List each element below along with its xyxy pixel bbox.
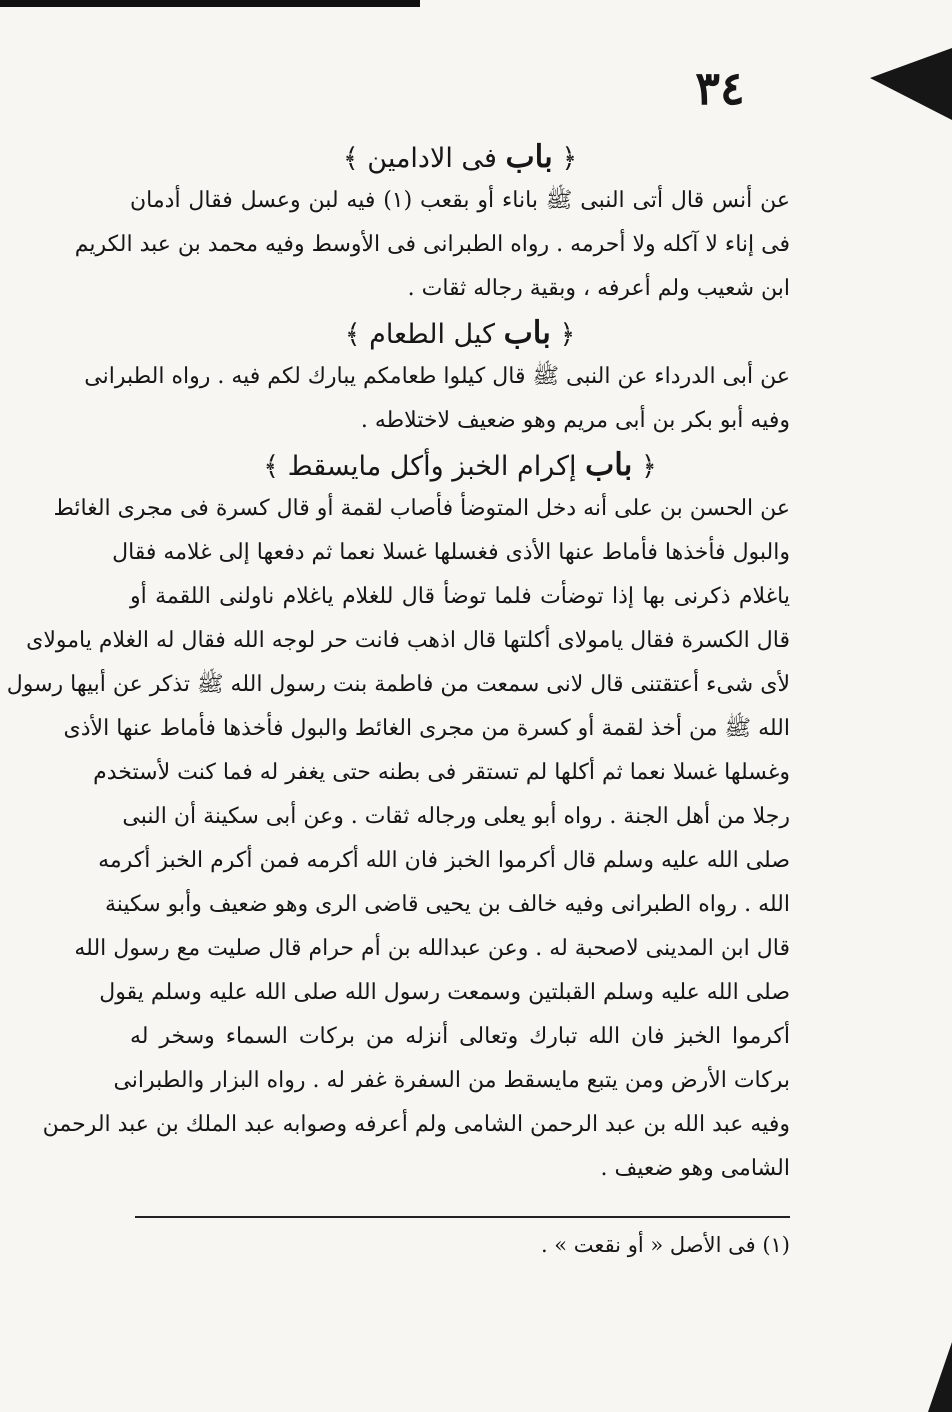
text-line: أكرموا الخبز فان الله تبارك وتعالى أنزله من بركات السماء وسخر له [130,1024,790,1049]
text-line: قال ابن المدينى لاصحبة له . وعن عبدالله بن أم حرام قال صليت مع رسول الله [74,936,790,961]
text-line: والبول فأخذها فأماط عنها الأذى فغسلها غسلا نعما ثم دفعها إلى غلامه فقال [112,540,790,565]
page-body [6,135,790,1191]
heading-open-bracket: ﴿ [561,143,578,174]
heading-close-bracket: ﴾ [263,451,280,482]
text-line: الله ﷺ من أخذ لقمة أو كسرة من مجرى الغائط والبول فأخذها فأماط عنها الأذى [63,716,790,741]
heading-close-bracket: ﴾ [344,319,361,350]
text-line: الله . رواه الطبرانى وفيه خالف بن يحيى قاضى الرى وهو ضعيف وأبو سكينة [104,892,790,917]
text-line: لأى شىء أعتقتنى قال لانى سمعت من فاطمة بنت رسول الله ﷺ تذكر عن أبيها رسول [6,672,790,697]
text-line: عن أبى الدرداء عن النبى ﷺ قال كيلوا طعامكم يبارك لكم فيه . رواه الطبرانى [84,364,790,389]
heading-open-bracket: ﴿ [559,319,576,350]
text-line: ياغلام ذكرنى بها إذا توضأت فلما توضأ قال للغلام ياغلام ناولنى اللقمة أو [130,584,790,609]
text-line: الشامى وهو ضعيف . [600,1156,790,1181]
page-corner-mark [870,48,952,120]
footnote-divider [135,1216,790,1218]
heading-title: إكرام الخبز وأكل مايسقط [287,451,577,482]
text-line: فى إناء لا آكله ولا أحرمه . رواه الطبرانى فى الأوسط وفيه محمد بن عبد الكريم [74,232,790,257]
text-line: صلى الله عليه وسلم القبلتين وسمعت رسول الله صلى الله عليه وسلم يقول [99,980,790,1005]
chapter-heading [130,135,790,179]
text-line: عن الحسن بن على أنه دخل المتوضأ فأصاب لقمة أو قال كسرة فى مجرى الغائط [53,496,790,521]
chapter-heading [130,311,790,355]
text-line: ابن شعيب ولم أعرفه ، وبقية رجاله ثقات . [407,276,790,301]
heading-close-bracket: ﴾ [342,143,359,174]
heading-word: باب [585,447,633,483]
heading-title: فى الادامين [367,143,497,174]
text-line: قال الكسرة فقال يامولاى أكلتها قال اذهب فانت حر لوجه الله فقال له الغلام يامولاى [26,628,790,653]
footnote: (١) فى الأصل « أو نقعت » . [540,1233,790,1257]
page-corner-mark-bottom [928,1342,952,1412]
page-number: ٣٤ [695,61,745,115]
text-line: عن أنس قال أتى النبى ﷺ باناء أو بقعب (١) فيه لبن وعسل فقال أدمان [130,188,790,213]
text-line: رجلا من أهل الجنة . رواه أبو يعلى ورجاله ثقات . وعن أبى سكينة أن النبى [122,804,790,829]
text-line: وفيه عبد الله بن عبد الرحمن الشامى ولم أعرفه وصوابه عبد الملك بن عبد الرحمن [42,1112,790,1137]
heading-title: كيل الطعام [369,319,496,350]
text-line: صلى الله عليه وسلم قال أكرموا الخبز فان الله أكرمه فمن أكرم الخبز أكرمه [98,848,790,873]
text-line: وفيه أبو بكر بن أبى مريم وهو ضعيف لاختلاطه . [360,408,790,433]
heading-word: باب [505,139,553,175]
scan-edge-shadow [0,0,420,7]
heading-word: باب [503,315,551,351]
heading-open-bracket: ﴿ [640,451,657,482]
text-line: وغسلها غسلا نعما ثم أكلها لم تستقر فى بطنه حتى يغفر له فما كنت لأستخدم [93,760,790,785]
chapter-heading [130,443,790,487]
text-line: بركات الأرض ومن يتبع مايسقط من السفرة غفر له . رواه البزار والطبرانى [113,1068,790,1093]
